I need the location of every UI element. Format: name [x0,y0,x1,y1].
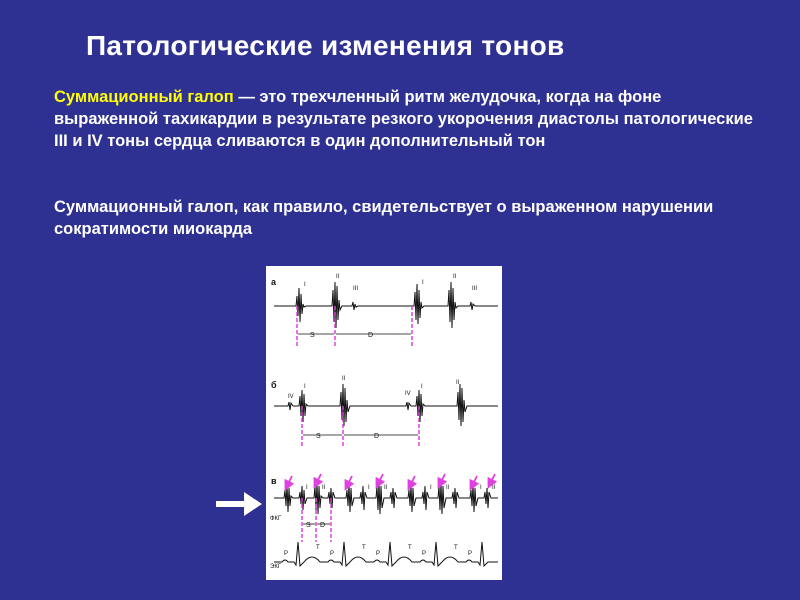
panel-a-markers [297,306,412,348]
panel-b-tone-label: IV [288,394,294,400]
panel-a-tone-label: III [353,286,359,292]
ekg-wave-label: P [376,551,381,557]
panel-b-interval-s: S [316,433,321,440]
panel-a-tone-label: I [422,280,424,286]
panel-b-tone-label: I [421,384,423,390]
slide-title: Патологические изменения тонов [86,30,565,61]
panel-b-trace [274,384,498,426]
phonocardiogram-figure [266,266,502,580]
panel-c-letter: в [271,476,277,486]
panel-b-tone-label: IV [405,391,411,397]
panel-c-ekg-trace [274,542,498,566]
ekg-wave-label: P [468,551,473,557]
ekg-wave-label: P [330,551,335,557]
panel-b-tone-label: I [304,384,306,390]
definition-paragraph [54,86,754,152]
panel-c-tone-label: I [480,485,482,491]
panel-c-tone-label: II [446,485,450,491]
definition-term: Суммационный галоп [54,88,234,106]
panel-b-tone-label: II [342,376,346,382]
pointer-arrow-icon [216,490,264,518]
fkg-label: ФКГ [270,516,282,522]
ekg-wave-label: T [454,545,458,551]
panel-a-tone-label: I [304,282,306,288]
panel-c-tone-label: I [430,485,432,491]
panel-a-letter: а [271,277,277,287]
panel-c-tone-label: II [322,485,326,491]
ekg-wave-label: T [316,545,320,551]
panel-c-markers [302,498,331,542]
ekg-wave-label: P [422,551,427,557]
panel-a-tone-label: III [472,286,478,292]
panel-c-tone-label: II [384,485,388,491]
ekg-wave-label: P [284,551,289,557]
panel-c-tone-label: I [306,485,308,491]
panel-c-interval-s: S [306,522,311,529]
definition-text: — это трехчленный ритм желудочка, когда на фоне выраженной тахикардии в результате резкого укорочения диастолы патологические III и IV тоны сердца сливаются в один дополнительный тон [54,88,753,150]
phonocardiogram-svg [266,266,502,580]
panel-c-tone-label: I [368,485,370,491]
panel-a-tone-label: II [336,274,340,280]
panel-c-summation-arrows [287,474,495,486]
panel-b-markers [302,406,419,448]
ekg-label: ЭКГ [270,564,282,570]
panel-a-interval-s: S [310,332,315,339]
panel-b-interval-d: D [374,433,380,440]
ekg-wave-label: T [362,545,366,551]
panel-b-tone-label: II [456,380,460,386]
panel-c-interval-d: D [320,522,326,529]
panel-a-interval-d: D [368,332,374,339]
significance-paragraph: Суммационный галоп, как правило, свидетельствует о выраженном нарушении сократимости миокарда [54,198,714,238]
panel-a-trace [274,282,498,328]
panel-b-letter: б [271,380,277,390]
ekg-wave-label: T [408,545,412,551]
panel-c-tone-label: II [492,485,496,491]
panel-a-tone-label: II [453,274,457,280]
